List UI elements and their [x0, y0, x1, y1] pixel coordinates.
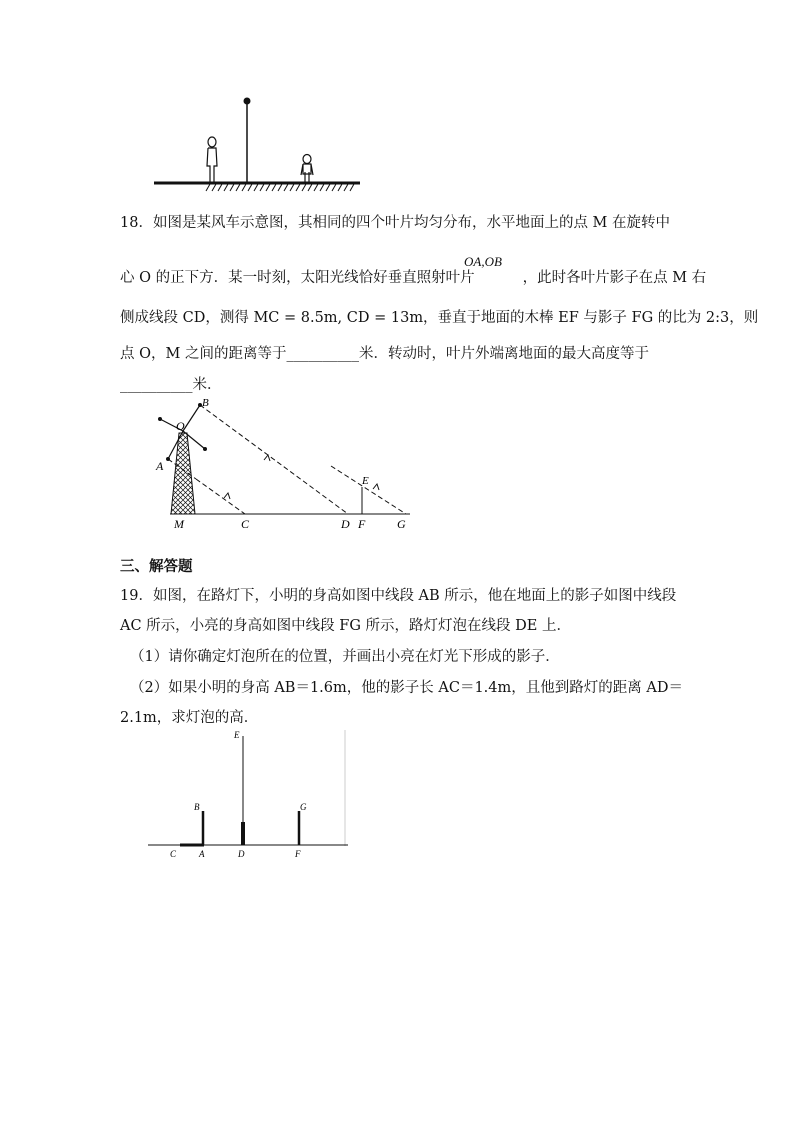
label-D: D — [238, 849, 245, 859]
q18-line2 — [120, 266, 706, 287]
blade-ob — [183, 405, 200, 431]
label-C: C — [241, 517, 250, 531]
label-A: A — [199, 849, 205, 859]
q19-line2: AC 所示，小亮的身高如图中线段 FG 所示，路灯灯泡在线段 DE 上． — [120, 618, 571, 634]
q19-sub2: （2）如果小明的身高 AB＝1.6m，他的影子长 AC＝1.4m，且他到路灯的距离 AD＝ — [130, 680, 683, 696]
ground-hatching — [206, 184, 354, 191]
q18-line2-part-b: ，此时各叶片影子在点 M 右 — [522, 270, 707, 286]
label-G: G — [300, 802, 307, 812]
label-O: O — [176, 419, 185, 433]
figure-lamp-people — [150, 92, 365, 192]
label-A: A — [156, 459, 164, 473]
label-F: F — [295, 849, 301, 859]
person-tall — [207, 137, 217, 182]
section-heading: 三、解答题 — [120, 558, 193, 575]
q18-superscript: OA,OB — [464, 254, 502, 269]
q19-line1: 19．如图，在路灯下，小明的身高如图中线段 AB 所示，他在地面上的影子如图中线段 — [120, 588, 677, 604]
lamp-bulb — [244, 98, 251, 105]
q18-line1: 18．如图是某风车示意图，其相同的四个叶片均匀分布，水平地面上的点 M 在旋转中 — [120, 215, 671, 231]
q18-line4: 点 O，M 之间的距离等于__________米．转动时，叶片外端离地面的最大高度等于 — [120, 346, 649, 362]
figure-streetlamp — [148, 726, 353, 861]
label-E: E — [234, 730, 240, 740]
figure-windmill — [148, 395, 418, 535]
label-M: M — [174, 517, 184, 531]
label-G: G — [397, 517, 406, 531]
person-short — [301, 155, 313, 183]
label-B: B — [194, 802, 200, 812]
label-D: D — [341, 517, 350, 531]
q18-line3: 侧成线段 CD，测得 MC = 8.5m, CD = 13m，垂直于地面的木棒 EF 与影子 FG 的比为 2:3，则 — [120, 310, 759, 326]
q18-line2-part-a: 心 O 的正下方．某一时刻，太阳光线恰好垂直照射叶片 — [120, 270, 475, 286]
q19-sub2-cont: 2.1m，求灯泡的高． — [120, 710, 259, 726]
label-E: E — [362, 475, 369, 487]
sun-rays — [168, 405, 406, 514]
lamp-post — [244, 98, 251, 184]
label-C: C — [170, 849, 177, 859]
windmill-tower — [171, 433, 195, 514]
q18-line5: __________米． — [120, 377, 222, 393]
label-F: F — [358, 517, 366, 531]
label-B: B — [202, 397, 209, 409]
q19-sub1: （1）请你确定灯泡所在的位置，并画出小亮在灯光下形成的影子． — [130, 649, 560, 665]
